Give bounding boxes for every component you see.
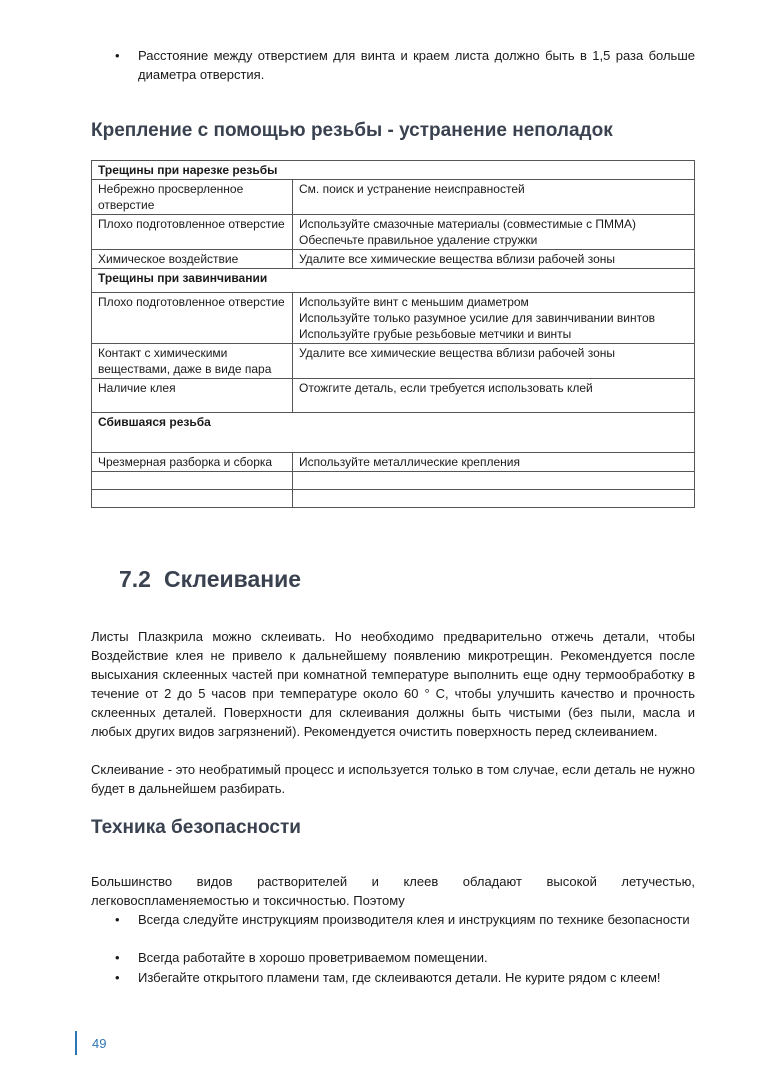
remedy-line: Используйте грубые резьбовые метчики и винты [299,327,572,341]
remedy-cell [293,379,695,413]
remedy-cell [293,250,695,269]
bullet-text: Всегда следуйте инструкциям производителя клея и инструкциям по технике безопасности [138,912,690,927]
cause-cell: Чрезмерная разборка и сборка [92,453,293,472]
group-header-cell: Трещины при завинчивании [92,269,695,293]
table-row [92,453,695,472]
troubleshooting-table [91,160,695,508]
table-row [92,379,695,413]
safety-bullet [115,910,695,948]
remedy-cell [293,344,695,379]
chapter-number: 7.2 [119,566,151,592]
table-row [92,180,695,215]
remedy-line: Используйте винт с меньшим диаметром [299,295,529,309]
gluing-paragraph-2: Склеивание - это необратимый процесс и используется только в том случае, если деталь не нужно будет в дальнейшем разбирать. [91,762,695,796]
remedy-line: Используйте металлические крепления [299,455,520,469]
safety-title: Техника безопасности [91,817,301,838]
remedy-line: См. поиск и устранение неисправностей [299,182,525,196]
cause-cell: Контакт с химическими веществами, даже в виде пара [92,344,293,379]
footer-accent-bar [75,1031,77,1055]
table-row [92,215,695,250]
bullet-text: Избегайте открытого пламени там, где склеиваются детали. Не курите рядом с клеем! [138,970,661,985]
remedy-cell [293,293,695,344]
bullet-marker: • [115,970,120,985]
table-row-empty [92,490,695,508]
cause-cell: Наличие клея [92,379,293,413]
empty-cell [293,472,695,490]
bullet-text: Расстояние между отверстием для винта и краем листа должно быть в 1,5 раза больше диаметра отверстия. [138,48,695,82]
remedy-cell [293,453,695,472]
remedy-line: Используйте только разумное усилие для завинчивании винтов [299,311,655,325]
table-row-empty [92,472,695,490]
bullet-text: Всегда работайте в хорошо проветриваемом помещении. [138,950,488,965]
group-header-cell: Трещины при нарезке резьбы [92,161,695,180]
remedy-line: Удалите все химические вещества вблизи рабочей зоны [299,252,616,266]
table-group-header [92,269,695,293]
cause-cell: Плохо подготовленное отверстие [92,215,293,250]
chapter-title: Склеивание [163,566,302,592]
cause-cell: Плохо подготовленное отверстие [92,293,293,344]
empty-cell [92,490,293,508]
thread-section-title: Крепление с помощью резьбы - устранение неполадок [91,120,613,141]
bullet-marker: • [115,48,120,63]
chapter-heading [119,566,301,593]
bullet-marker: • [115,912,120,927]
table-group-header [92,161,695,180]
gluing-paragraph-1: Листы Плазкрила можно склеивать. Но необходимо предварительно отжечь детали, чтобы Воздействие клея не привело к дальнейшему появлению микротрещин. Рекомендуется после высыхания склеенных частей при комнатной температуре выполнить еще одну термообработку в течение от 2 до 5 часов при температуре около 60 ° C, чтобы улучшить качество и прочность склеенных деталей. Поверхности для склеивания должны быть чистыми (без пыли, масла и любых других видов загрязнений). Рекомендуется очистить поверхность перед склеиванием. [91,629,695,739]
safety-bullet [115,968,695,1006]
table-row [92,344,695,379]
remedy-line: Обеспечьте правильное удаление стружки [299,233,538,247]
safety-intro: Большинство видов растворителей и клеев обладают высокой летучестью, легковоспламеняемостью и токсичностью. Поэтому [91,874,695,908]
group-header-cell: Сбившаяся резьба [92,413,695,453]
bullet-marker: • [115,950,120,965]
remedy-line: Удалите все химические вещества вблизи рабочей зоны [299,346,616,360]
empty-cell [92,472,293,490]
remedy-cell [293,180,695,215]
remedy-line: Используйте смазочные материалы (совместимые с ПММА) [299,217,637,231]
table-row [92,293,695,344]
safety-bullet [115,948,695,967]
empty-cell [293,490,695,508]
remedy-cell [293,215,695,250]
cause-cell: Химическое воздействие [92,250,293,269]
remedy-line: Отожгите деталь, если требуется использовать клей [299,381,593,395]
table-group-header [92,413,695,453]
page-number: 49 [92,1036,107,1051]
top-bullet [115,46,695,86]
cause-cell: Небрежно просверленное отверстие [92,180,293,215]
table-row [92,250,695,269]
